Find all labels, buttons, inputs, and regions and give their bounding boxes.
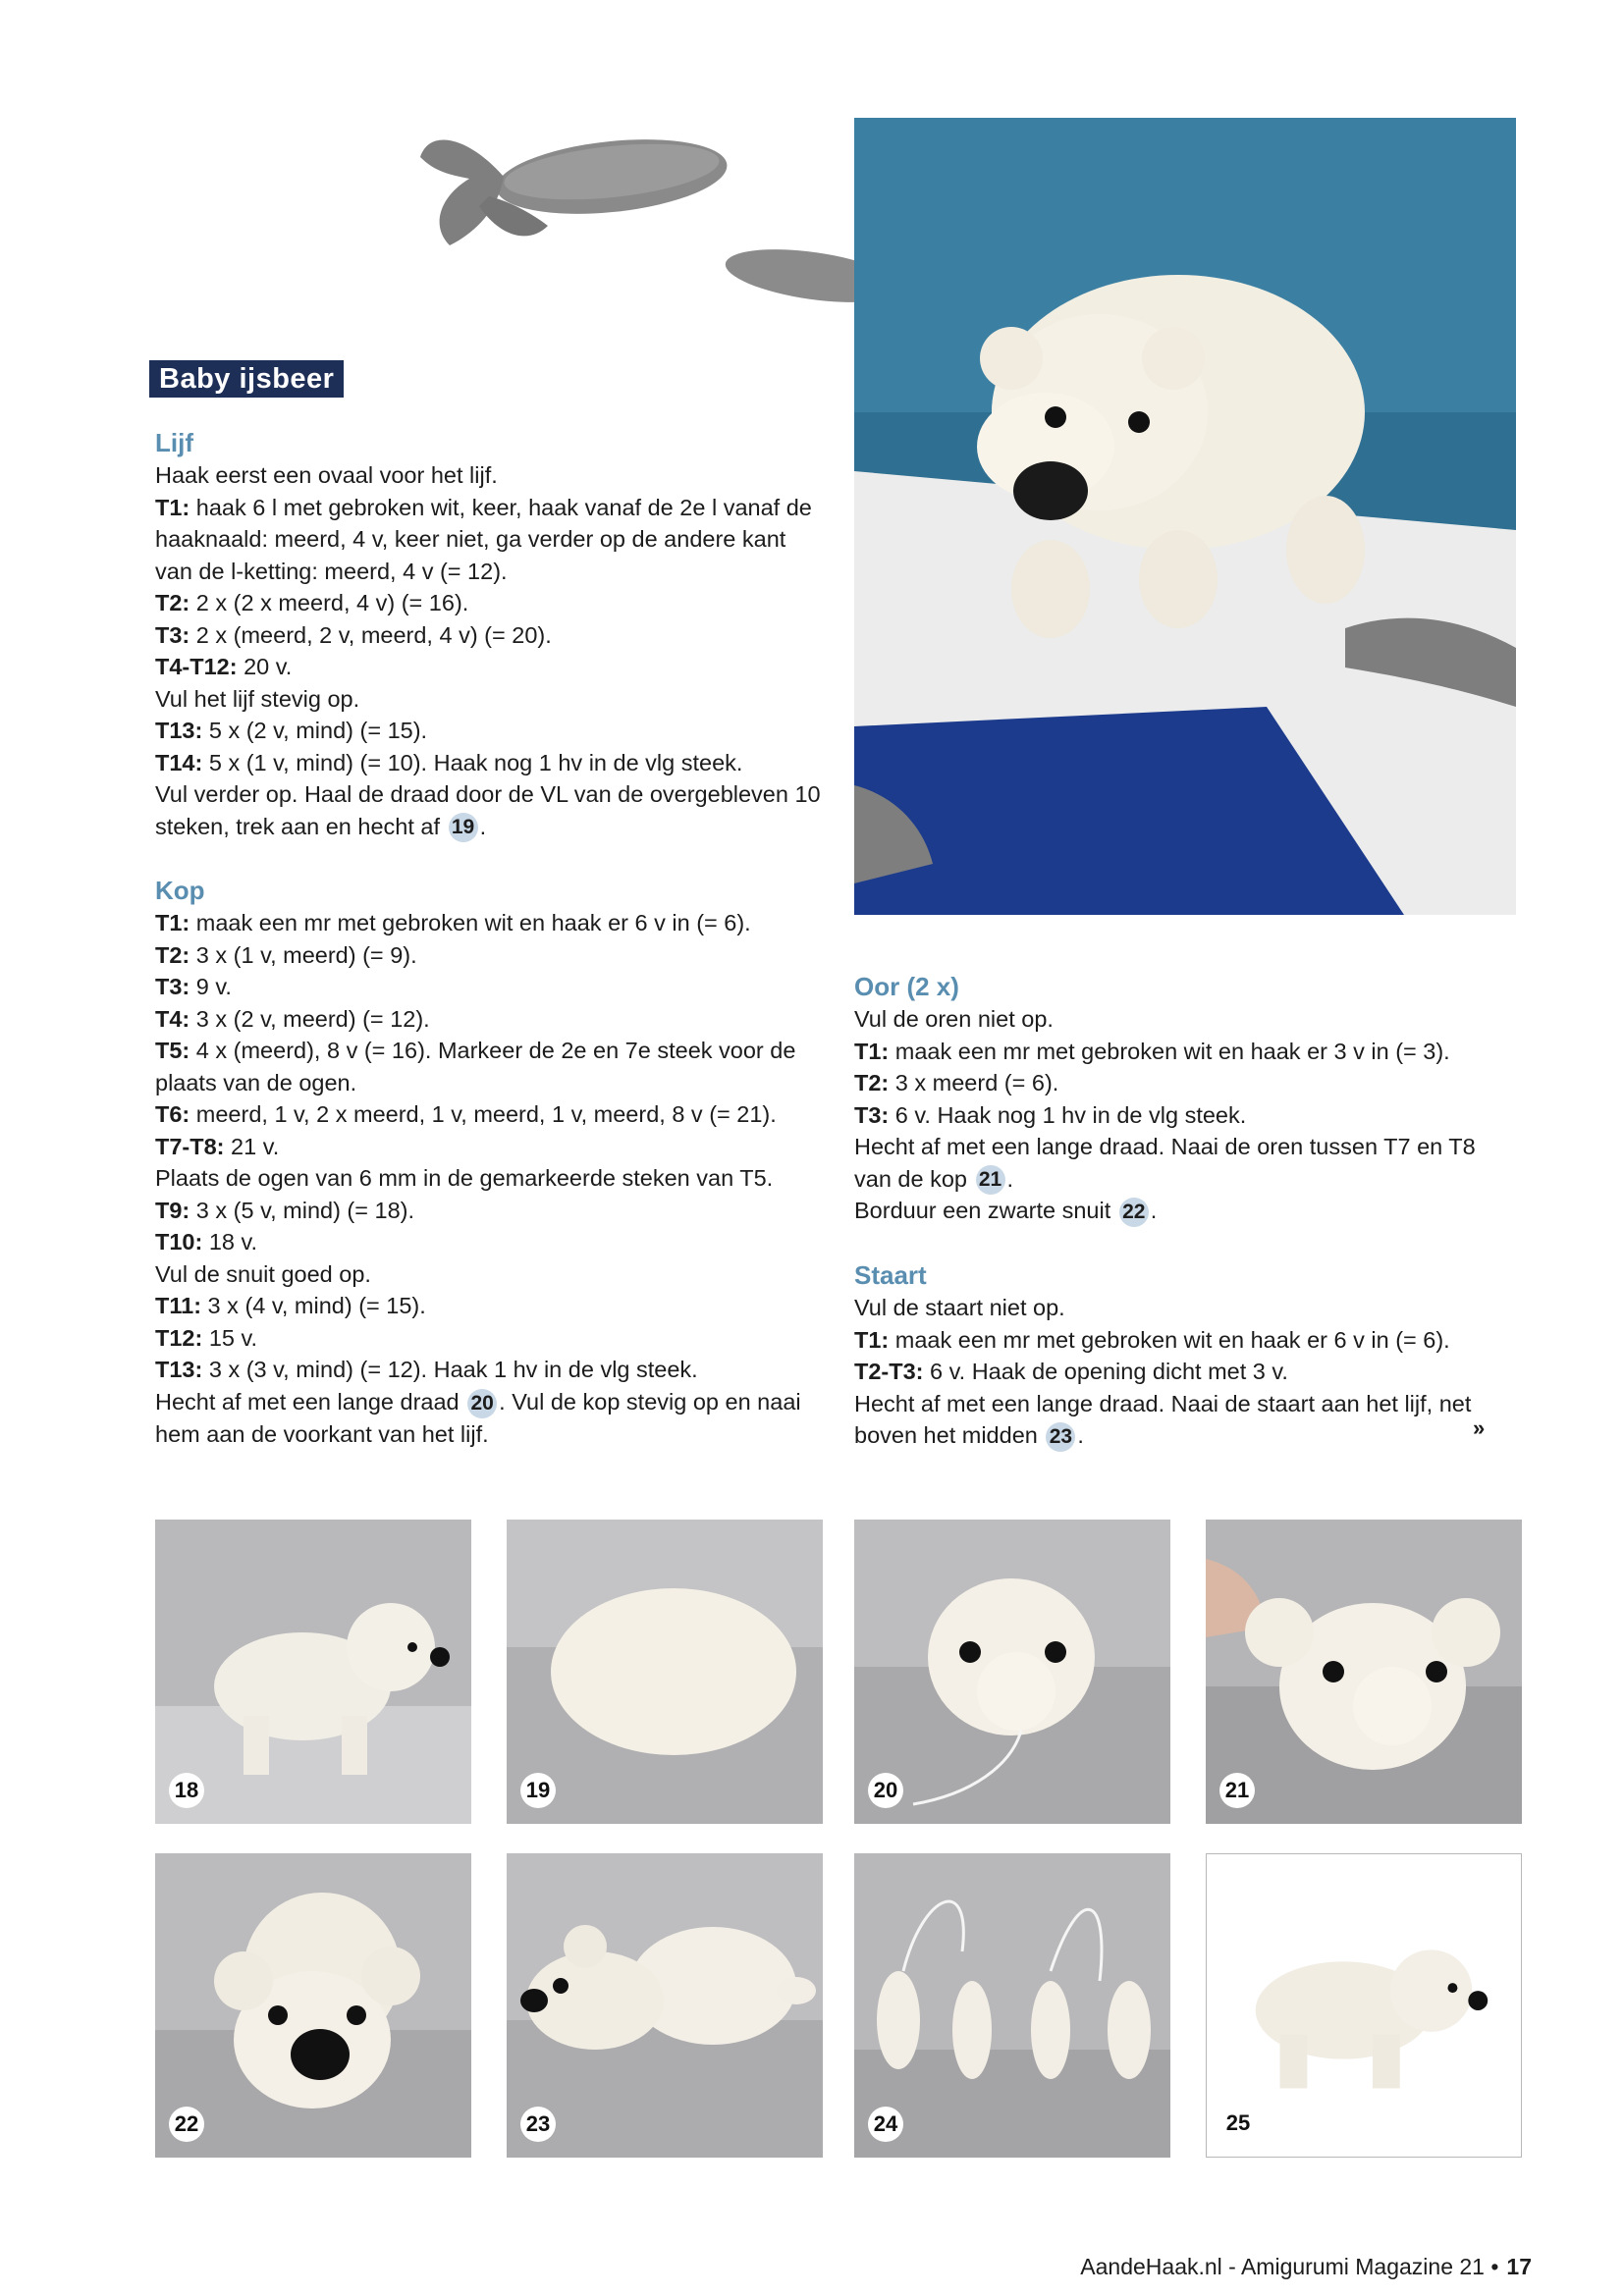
lijf-round-14: T14: 5 x (1 v, mind) (= 10). Haak nog 1 hv in de vlg steek. xyxy=(155,749,743,775)
lijf-fill: Vul het lijf stevig op. xyxy=(155,685,360,712)
step-photo-25 xyxy=(1206,1853,1522,2158)
lijf-end: Vul verder op. Haal de draad door de VL van de overgebleven 10 steken, trek aan en hecht af 19 . xyxy=(155,778,823,842)
step-photo-24 xyxy=(854,1853,1170,2158)
section-heading-staart: Staart xyxy=(854,1260,927,1291)
oor-intro: Vul de oren niet op. xyxy=(854,1006,1054,1032)
oor-round-2: T2: 3 x meerd (= 6). xyxy=(854,1070,1059,1095)
staart-round-2-3: T2-T3: 6 v. Haak de opening dicht met 3 v. xyxy=(854,1359,1288,1385)
kop-round-11: T11: 3 x (4 v, mind) (= 15). xyxy=(155,1293,426,1319)
step-photo-19 xyxy=(507,1520,823,1824)
section-heading-kop: Kop xyxy=(155,876,205,906)
step-ref-badge: 20 xyxy=(467,1389,497,1418)
lijf-round-4-12: T4-T12: 20 v. xyxy=(155,654,293,679)
kop-round-2: T2: 3 x (1 v, meerd) (= 9). xyxy=(155,941,417,968)
step-ref-badge: 19 xyxy=(449,813,478,842)
continue-marker: » xyxy=(1473,1415,1486,1440)
kop-round-7-8: T7-T8: 21 v. xyxy=(155,1133,280,1159)
step-number-badge: 18 xyxy=(169,1773,204,1808)
kop-round-3: T3: 9 v. xyxy=(155,974,232,1000)
fish-image-large xyxy=(410,118,734,275)
step-number-badge: 21 xyxy=(1219,1773,1255,1808)
step-number-badge: 23 xyxy=(520,2107,556,2142)
step-photo-23 xyxy=(507,1853,823,2158)
step-number-badge: 20 xyxy=(868,1773,903,1808)
pattern-title: Baby ijsbeer xyxy=(149,360,344,398)
section-heading-lijf: Lijf xyxy=(155,428,193,457)
page-footer xyxy=(1080,2254,1532,2280)
section-heading-oor: Oor (2 x) xyxy=(854,972,959,1001)
lijf-round-3: T3: 2 x (meerd, 2 v, meerd, 4 v) (= 20). xyxy=(155,621,552,648)
step-photo-22 xyxy=(155,1853,471,2158)
staart-round-1: T1: maak een mr met gebroken wit en haak er 6 v in (= 6). xyxy=(854,1326,1450,1353)
kop-round-5: T5: 4 x (meerd), 8 v (= 16). Markeer de 2e en 7e steek voor de plaats van de ogen. xyxy=(155,1038,796,1095)
step-ref-badge: 21 xyxy=(976,1165,1005,1195)
polar-bear-photo xyxy=(854,118,1516,915)
kop-round-9: T9: 3 x (5 v, mind) (= 18). xyxy=(155,1197,415,1223)
kop-round-1: T1: maak een mr met gebroken wit en haak er 6 v in (= 6). xyxy=(155,910,751,936)
kop-eyes: Plaats de ogen van 6 mm in de gemarkeerde steken van T5. xyxy=(155,1165,774,1192)
step-photo-18 xyxy=(155,1520,471,1824)
footer-text: AandeHaak.nl - Amigurumi Magazine 21 • xyxy=(1080,2254,1499,2279)
lijf-round-13: T13: 5 x (2 v, mind) (= 15). xyxy=(155,718,428,743)
oor-round-1: T1: maak een mr met gebroken wit en haak er 3 v in (= 3). xyxy=(854,1038,1450,1064)
lijf-round-2: T2: 2 x (2 x meerd, 4 v) (= 16). xyxy=(155,590,469,615)
kop-round-6: T6: meerd, 1 v, 2 x meerd, 1 v, meerd, 1 v, meerd, 8 v (= 21). xyxy=(155,1101,777,1128)
oor-snout: Borduur een zwarte snuit 22 . xyxy=(854,1195,1492,1227)
step-number-badge: 22 xyxy=(169,2107,204,2142)
right-column xyxy=(854,970,1492,1452)
kop-round-10: T10: 18 v. xyxy=(155,1229,258,1255)
step-number-badge: 19 xyxy=(520,1773,556,1808)
kop-round-12: T12: 15 v. xyxy=(155,1324,258,1351)
staart-end: Hecht af met een lange draad. Naai de staart aan het lijf, net boven het midden 23 . xyxy=(854,1388,1492,1452)
kop-end: Hecht af met een lange draad 20 . Vul de kop stevig op en naai hem aan de voorkant van het lijf. xyxy=(155,1388,801,1447)
kop-round-4: T4: 3 x (2 v, meerd) (= 12). xyxy=(155,1005,430,1032)
left-column xyxy=(155,426,823,1450)
lijf-round-1: T1: haak 6 l met gebroken wit, keer, haak vanaf de 2e l vanaf de haaknaald: meerd, 4 v, keer niet, ga verder op de andere kant van de l-ketting: meerd, 4 v (= 12). xyxy=(155,494,812,584)
step-number-badge: 25 xyxy=(1220,2106,1256,2141)
step-photo-20 xyxy=(854,1520,1170,1824)
oor-round-3: T3: 6 v. Haak nog 1 hv in de vlg steek. xyxy=(854,1101,1247,1128)
kop-round-13: T13: 3 x (3 v, mind) (= 12). Haak 1 hv in de vlg steek. xyxy=(155,1357,698,1383)
oor-end: Hecht af met een lange draad. Naai de oren tussen T7 en T8 van de kop 21 . xyxy=(854,1131,1492,1195)
page-number: 17 xyxy=(1506,2254,1532,2279)
step-number-badge: 24 xyxy=(868,2107,903,2142)
staart-intro: Vul de staart niet op. xyxy=(854,1295,1065,1321)
step-ref-badge: 23 xyxy=(1046,1422,1075,1452)
step-photo-21 xyxy=(1206,1520,1522,1824)
step-ref-badge: 22 xyxy=(1119,1198,1149,1227)
kop-fill: Vul de snuit goed op. xyxy=(155,1260,371,1287)
lijf-intro: Haak eerst een ovaal voor het lijf. xyxy=(155,462,498,488)
